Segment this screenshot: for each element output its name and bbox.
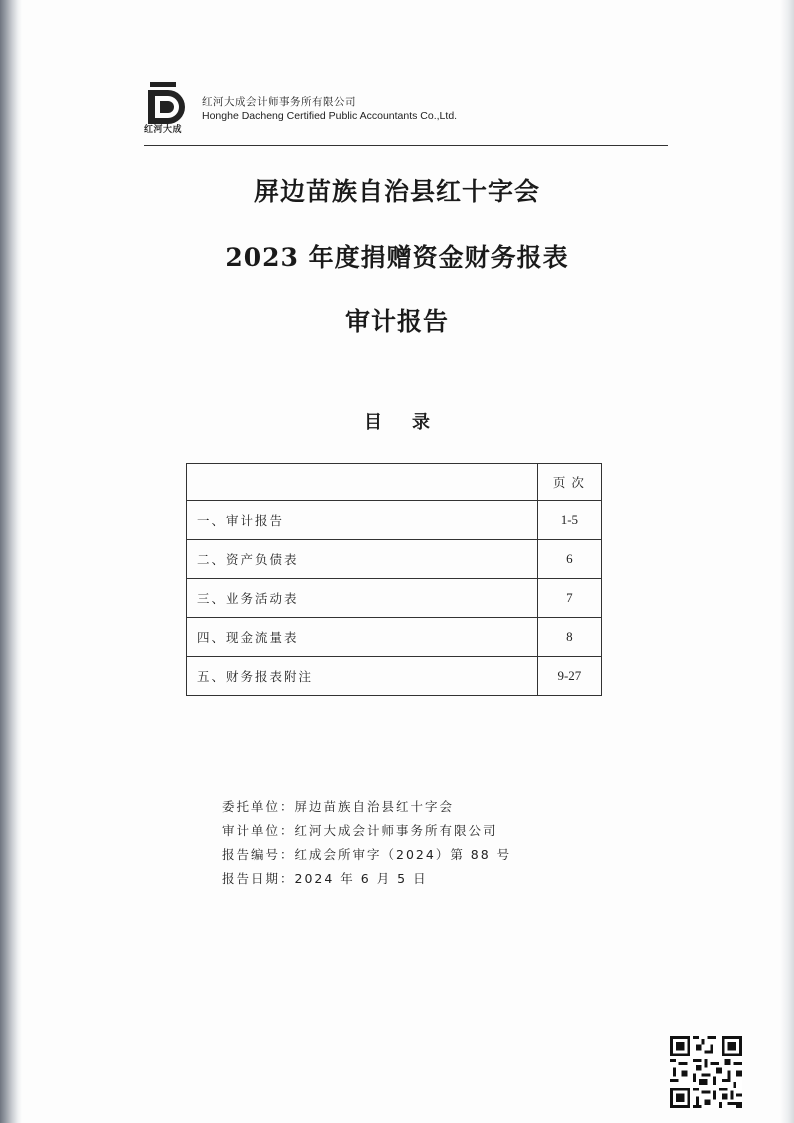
toc-row	[187, 540, 602, 579]
logo-text: 红河大成	[144, 125, 183, 135]
toc-header-row	[187, 464, 602, 501]
toc-page-column-label: 页次	[537, 464, 601, 501]
info-report-no-value: 红成会所审字（2024）第 88 号	[294, 847, 512, 862]
scan-edge-left	[0, 0, 22, 1123]
info-report-date-row	[222, 867, 511, 891]
report-info	[222, 795, 511, 891]
toc-row	[187, 657, 602, 696]
info-auditor-label: 审计单位：	[222, 823, 295, 838]
info-client-row	[222, 795, 511, 819]
toc-heading: 目录	[364, 412, 460, 433]
info-report-date-label: 报告日期：	[222, 871, 295, 886]
toc-page: 9-27	[537, 657, 601, 696]
toc-row	[187, 501, 602, 540]
toc-page: 7	[537, 579, 601, 618]
toc-item: 五、财务报表附注	[187, 657, 538, 696]
scan-edge-right	[780, 0, 794, 1123]
info-client-label: 委托单位：	[222, 799, 295, 814]
report-title-line2: 2023 年度捐赠资金财务报表	[225, 243, 569, 272]
toc-item: 二、资产负债表	[187, 540, 538, 579]
toc-row	[187, 579, 602, 618]
letterhead	[144, 74, 684, 136]
report-title-line3: 审计报告	[344, 307, 449, 336]
info-report-no-row	[222, 843, 511, 867]
info-auditor-row	[222, 819, 511, 843]
firm-name-cn: 红河大成会计师事务所有限公司	[202, 96, 356, 108]
qr-code-icon	[670, 1036, 742, 1108]
info-report-date-value: 2024 年 6 月 5 日	[294, 871, 428, 886]
toc-row	[187, 618, 602, 657]
toc-item: 一、审计报告	[187, 501, 538, 540]
info-auditor-value: 红河大成会计师事务所有限公司	[294, 823, 498, 838]
info-client-value: 屏边苗族自治县红十字会	[294, 799, 455, 814]
firm-name-en: Honghe Dacheng Certified Public Accountants Co.,Ltd.	[202, 110, 458, 122]
toc-header-blank	[187, 464, 538, 501]
toc-item: 四、现金流量表	[187, 618, 538, 657]
toc-item: 三、业务活动表	[187, 579, 538, 618]
toc-page: 6	[537, 540, 601, 579]
header-divider	[144, 145, 668, 146]
toc-table	[186, 463, 602, 696]
info-report-no-label: 报告编号：	[222, 847, 295, 862]
toc-page: 1-5	[537, 501, 601, 540]
toc-page: 8	[537, 618, 601, 657]
report-title-line1: 屏边苗族自治县红十字会	[253, 177, 540, 206]
